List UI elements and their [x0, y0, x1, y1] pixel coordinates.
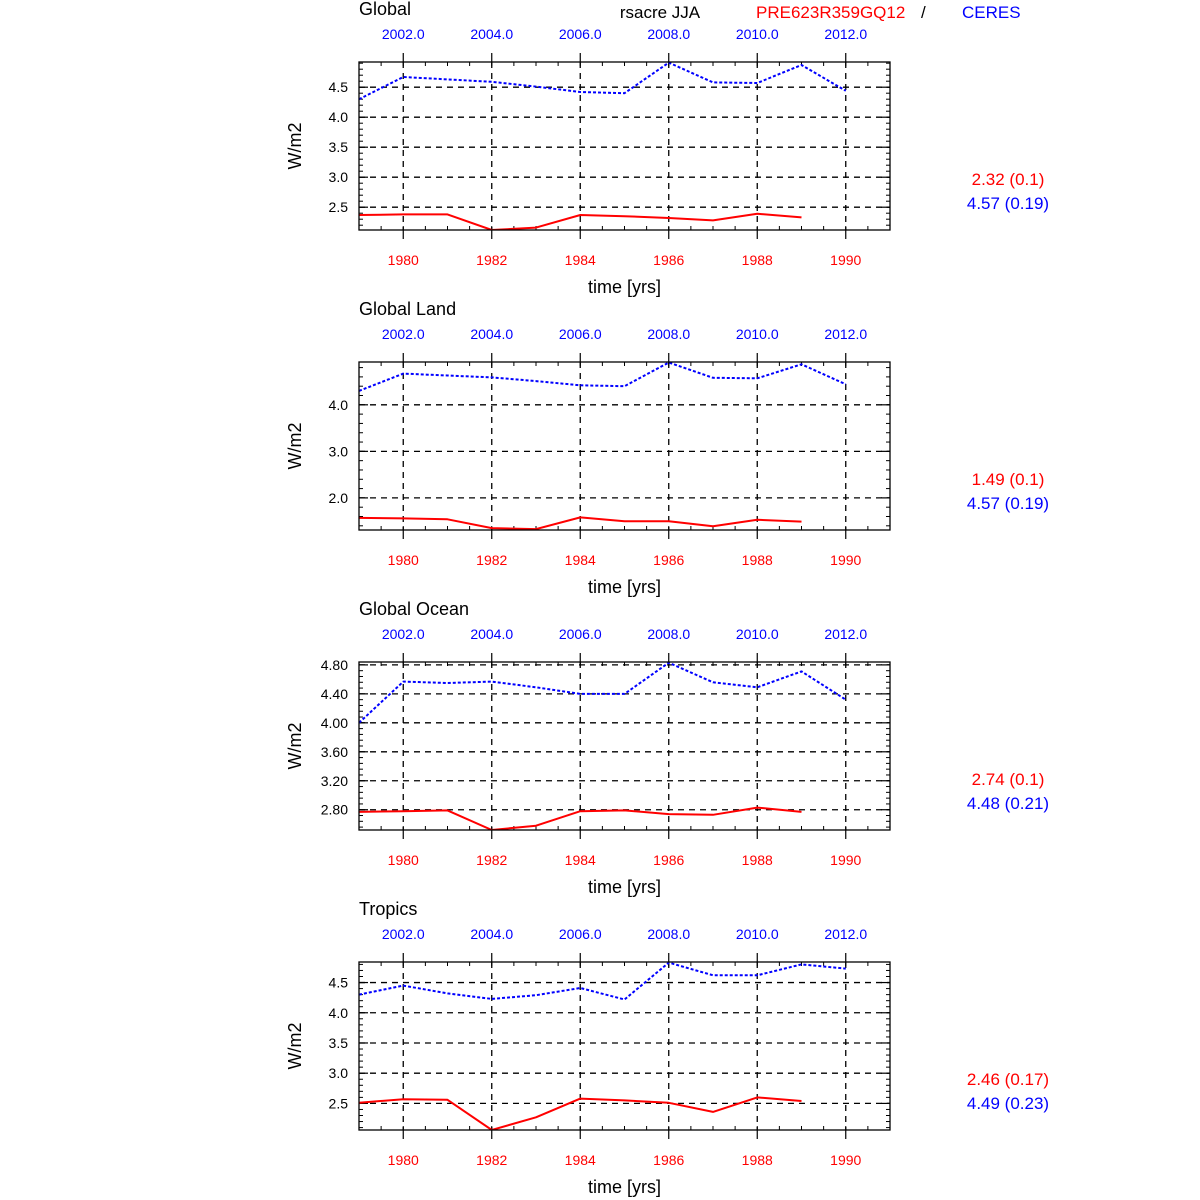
y-tick-label: 3.5	[328, 1034, 348, 1051]
x-tick-label: 1986	[653, 852, 685, 868]
y-tick-label: 3.20	[320, 772, 348, 789]
header-separator: /	[921, 3, 926, 22]
x-tick-label: 1982	[476, 852, 508, 868]
x2-tick-label: 2008.0	[647, 26, 691, 42]
x2-tick-label: 2004.0	[470, 326, 514, 342]
x2-tick-label: 2006.0	[558, 326, 602, 342]
y-tick-label: 3.0	[328, 443, 348, 460]
x2-tick-label: 2010.0	[735, 926, 779, 942]
y-tick-label: 3.0	[328, 169, 348, 186]
y-axis-label: W/m2	[285, 422, 305, 470]
y-tick-label: 3.60	[320, 743, 348, 760]
x-axis-label: time [yrs]	[587, 1177, 662, 1197]
x-tick-label: 1980	[387, 252, 419, 268]
x-tick-label: 1988	[741, 252, 773, 268]
y-tick-label: 2.0	[328, 489, 348, 506]
x-tick-label: 1984	[564, 1152, 596, 1168]
x-tick-label: 1988	[741, 1152, 773, 1168]
x2-tick-label: 2012.0	[824, 926, 868, 942]
x-tick-label: 1984	[564, 552, 596, 568]
y-tick-label: 2.5	[328, 1095, 348, 1112]
x2-tick-label: 2008.0	[647, 326, 691, 342]
x-tick-label: 1980	[387, 552, 419, 568]
y-tick-label: 4.40	[320, 685, 348, 702]
plot-frame	[359, 962, 890, 1130]
header-obs-label: CERES	[962, 3, 1021, 22]
x-tick-label: 1980	[387, 852, 419, 868]
panel-global-ocean	[285, 599, 1049, 897]
x-tick-label: 1982	[476, 1152, 508, 1168]
obs-stats: 4.49 (0.23)	[966, 1094, 1050, 1113]
x2-tick-label: 2006.0	[558, 926, 602, 942]
x2-tick-label: 2010.0	[735, 26, 779, 42]
y-tick-label: 4.5	[328, 79, 348, 96]
x2-tick-label: 2006.0	[558, 626, 602, 642]
y-tick-label: 2.80	[320, 801, 348, 818]
y-axis-label: W/m2	[285, 1022, 305, 1070]
y-axis-label: W/m2	[285, 122, 305, 170]
obs-stats: 4.48 (0.21)	[966, 794, 1050, 813]
x2-tick-label: 2010.0	[735, 626, 779, 642]
y-tick-label: 4.5	[328, 974, 348, 991]
obs-stats: 4.57 (0.19)	[966, 194, 1050, 213]
x-tick-label: 1990	[830, 552, 862, 568]
x-axis-label: time [yrs]	[587, 877, 662, 897]
x-tick-label: 1990	[830, 852, 862, 868]
x-tick-label: 1990	[830, 252, 862, 268]
x2-tick-label: 2012.0	[824, 626, 868, 642]
x-tick-label: 1980	[387, 1152, 419, 1168]
x-tick-label: 1984	[564, 852, 596, 868]
model-stats: 2.46 (0.17)	[966, 1070, 1050, 1089]
x-tick-label: 1986	[653, 552, 685, 568]
x2-tick-label: 2006.0	[558, 26, 602, 42]
x-axis-label: time [yrs]	[587, 577, 662, 597]
model-series-line	[359, 1097, 802, 1130]
panel-title: Global	[359, 0, 412, 19]
series-group	[359, 663, 846, 830]
panel-title: Global Ocean	[359, 599, 470, 619]
x2-tick-label: 2012.0	[824, 26, 868, 42]
y-tick-label: 3.5	[328, 139, 348, 156]
x2-tick-label: 2002.0	[381, 26, 425, 42]
panel-global	[285, 0, 1049, 297]
x-tick-label: 1986	[653, 252, 685, 268]
x2-tick-label: 2002.0	[381, 926, 425, 942]
y-tick-label: 4.80	[320, 656, 348, 673]
model-stats: 2.74 (0.1)	[971, 770, 1045, 789]
obs-stats: 4.57 (0.19)	[966, 494, 1050, 513]
x-tick-label: 1986	[653, 1152, 685, 1168]
panel-global-land	[285, 299, 1049, 597]
panel-title: Tropics	[359, 899, 418, 919]
x2-tick-label: 2004.0	[470, 626, 514, 642]
x2-tick-label: 2002.0	[381, 626, 425, 642]
x-tick-label: 1982	[476, 252, 508, 268]
y-tick-label: 4.0	[328, 1004, 348, 1021]
series-group	[359, 363, 846, 530]
x-tick-label: 1984	[564, 252, 596, 268]
obs-series-line	[359, 663, 846, 723]
x2-tick-label: 2004.0	[470, 926, 514, 942]
panel-tropics	[285, 899, 1049, 1197]
x-tick-label: 1990	[830, 1152, 862, 1168]
x-tick-label: 1988	[741, 852, 773, 868]
x2-tick-label: 2002.0	[381, 326, 425, 342]
model-stats: 2.32 (0.1)	[971, 170, 1045, 189]
y-tick-label: 3.0	[328, 1065, 348, 1082]
x2-tick-label: 2008.0	[647, 926, 691, 942]
x2-tick-label: 2008.0	[647, 626, 691, 642]
x2-tick-label: 2012.0	[824, 326, 868, 342]
model-stats: 1.49 (0.1)	[971, 470, 1045, 489]
x2-tick-label: 2004.0	[470, 26, 514, 42]
plot-frame	[359, 362, 890, 530]
obs-series-line	[359, 963, 846, 1000]
y-axis-label: W/m2	[285, 722, 305, 770]
x2-tick-label: 2010.0	[735, 326, 779, 342]
y-tick-label: 4.0	[328, 396, 348, 413]
header-model-label: PRE623R359GQ12	[756, 3, 906, 22]
y-tick-label: 4.00	[320, 714, 348, 731]
header-variable: rsacre JJA	[619, 3, 701, 22]
plot-frame	[359, 662, 890, 830]
series-group	[359, 963, 846, 1130]
panel-title: Global Land	[359, 299, 457, 319]
obs-series-line	[359, 363, 846, 391]
x-tick-label: 1988	[741, 552, 773, 568]
x-axis-label: time [yrs]	[587, 277, 662, 297]
y-tick-label: 2.5	[328, 199, 348, 216]
obs-series-line	[359, 63, 846, 100]
x-tick-label: 1982	[476, 552, 508, 568]
y-tick-label: 4.0	[328, 109, 348, 126]
